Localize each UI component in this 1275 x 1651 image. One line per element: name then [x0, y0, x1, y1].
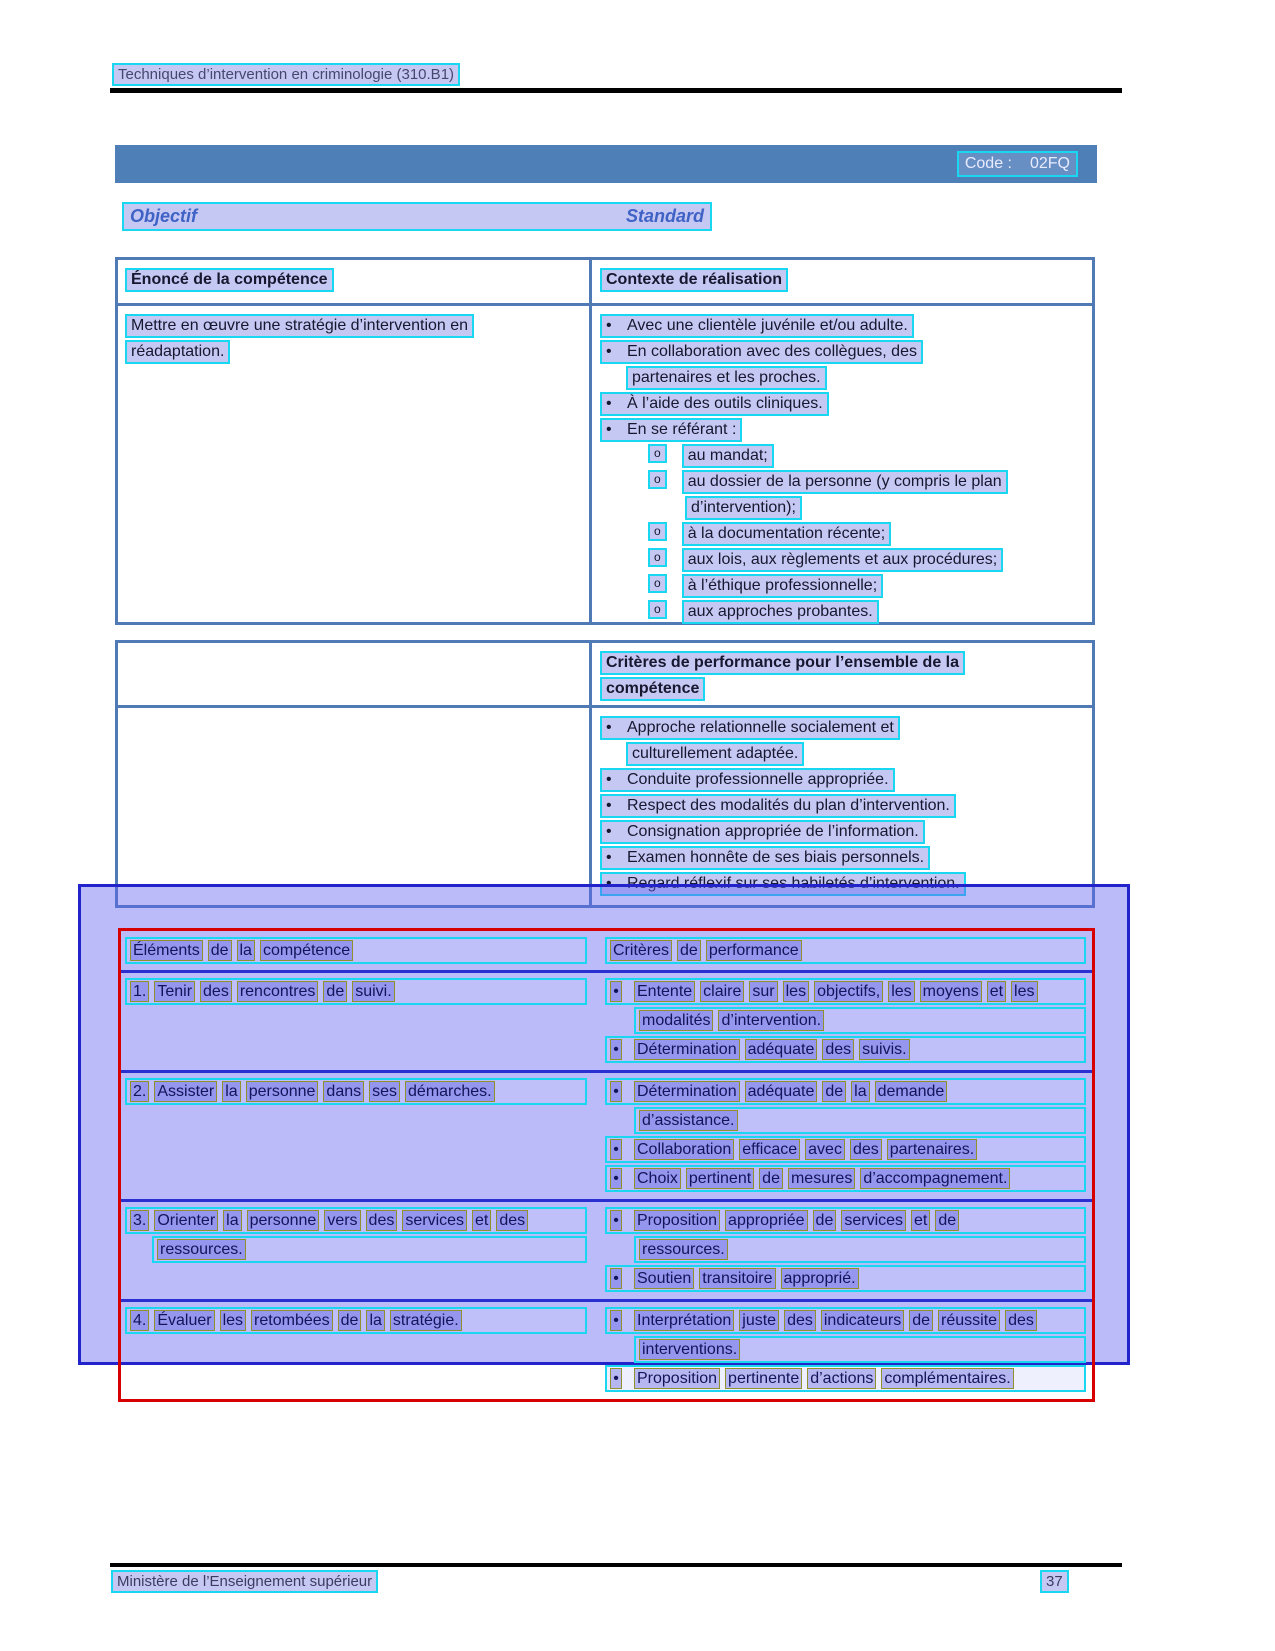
ocr-word-box: stratégie.: [390, 1310, 462, 1331]
ocr-word-box: adéquate: [745, 1081, 818, 1102]
ocr-word-box: Tenir: [154, 981, 195, 1002]
ocr-word-box: pertinent: [686, 1168, 754, 1189]
ocr-line-box: [125, 937, 587, 964]
ocr-word-box: avec: [805, 1139, 845, 1160]
bullet-line: [600, 716, 1088, 740]
ocr-word-box: 2.: [130, 1081, 149, 1102]
ocr-word-box: les: [1011, 981, 1037, 1002]
contexte-bullet-list: [600, 314, 1088, 624]
highlight-box: • Consignation appropriée de l’information.: [600, 820, 925, 844]
enonce-text: [125, 314, 583, 364]
highlight-box: • Regard réflexif sur ses habiletés d’intervention.: [600, 872, 966, 896]
ocr-word-box: moyens: [920, 981, 982, 1002]
code-label: Code :: [964, 155, 1012, 172]
bullet-line: [600, 418, 1088, 442]
ocr-word-box: adéquate: [745, 1039, 818, 1060]
element-cell: [121, 978, 597, 1065]
criteria-body-empty-cell: [118, 708, 592, 905]
ocr-word-box: d’actions: [807, 1368, 876, 1389]
ocr-word-box: la: [222, 1081, 240, 1102]
bullet-marker: •: [610, 1039, 622, 1060]
highlight-box: d’intervention);: [685, 496, 802, 520]
ocr-line-box: [605, 1165, 1086, 1192]
bullet-line: [648, 548, 1088, 572]
bullet-marker: •: [610, 1268, 622, 1289]
criteria-table: [115, 640, 1095, 908]
bullet-marker: •: [606, 719, 612, 736]
ocr-line-box: [605, 1207, 1086, 1234]
ocr-word-box: Détermination: [634, 1081, 740, 1102]
code-badge: [957, 151, 1078, 177]
highlight-box: à l’éthique professionnelle;: [682, 574, 883, 598]
ocr-word-box: de: [208, 940, 232, 961]
competence-table-body-row: [118, 306, 1092, 622]
ocr-word-box: retombées: [251, 1310, 333, 1331]
bullet-marker: •: [606, 797, 612, 814]
ocr-line-box: [634, 1236, 1086, 1263]
ocr-word-box: d’assistance.: [639, 1110, 738, 1131]
ocr-word-box: Orienter: [154, 1210, 218, 1231]
criteria-table-header-row: [118, 643, 1092, 708]
highlight-box: au mandat;: [682, 444, 774, 468]
ocr-word-box: Assister: [154, 1081, 217, 1102]
performance-col-header-cell: [597, 937, 1092, 966]
bullet-line: [648, 574, 1088, 598]
bullet-marker: •: [606, 875, 612, 892]
highlight-box: • En se référant :: [600, 418, 742, 442]
criteria-cell: [597, 978, 1092, 1065]
ocr-word-box: complémentaires.: [881, 1368, 1013, 1389]
code-banner: [115, 145, 1097, 183]
criteria-table-body-row: [118, 708, 1092, 905]
ocr-line-box: [605, 937, 1086, 964]
ocr-word-box: de: [759, 1168, 783, 1189]
ocr-word-box: des: [850, 1139, 882, 1160]
elements-table-row: [121, 1299, 1092, 1399]
ocr-word-box: de: [822, 1081, 846, 1102]
sub-bullet-marker: o: [648, 548, 667, 567]
ocr-word-box: d’intervention.: [718, 1010, 824, 1031]
header-rule: [110, 88, 1122, 93]
bullet-line: [648, 600, 1088, 624]
criteria-bullet-list: [600, 716, 1088, 896]
bullet-line: [648, 470, 1088, 494]
ocr-line-box: [634, 1336, 1086, 1363]
contexte-cell: [592, 306, 1092, 622]
ocr-line-box: [152, 1236, 587, 1263]
criteria-cell: [597, 1207, 1092, 1294]
footer-page-number: 37: [1040, 1570, 1069, 1593]
highlight-box: culturellement adaptée.: [626, 742, 804, 766]
text-line: [125, 340, 583, 364]
ocr-word-box: et: [472, 1210, 491, 1231]
highlight-box: • Conduite professionnelle appropriée.: [600, 768, 895, 792]
elements-table-row: [121, 1070, 1092, 1199]
ocr-line-box: [634, 1007, 1086, 1034]
ocr-word-box: des: [784, 1310, 816, 1331]
bullet-line: [626, 742, 1088, 766]
ocr-word-box: partenaires.: [887, 1139, 978, 1160]
ocr-word-box: Détermination: [634, 1039, 740, 1060]
bullet-marker: •: [606, 771, 612, 788]
bullet-line: [626, 366, 1088, 390]
doc-header-title: Techniques d’intervention en criminologie (310.B1): [112, 63, 460, 86]
ocr-line-box: [125, 1307, 587, 1334]
competence-table: [115, 257, 1095, 625]
ocr-line-box: [605, 1365, 1086, 1392]
bullet-line: [600, 846, 1088, 870]
bullet-line: [600, 392, 1088, 416]
elements-col-header: [125, 937, 587, 964]
bullet-marker: •: [606, 395, 612, 412]
ocr-word-box: de: [677, 940, 701, 961]
ocr-word-box: de: [813, 1210, 837, 1231]
enonce-cell: [118, 306, 592, 622]
ocr-word-box: et: [987, 981, 1006, 1002]
ocr-word-box: objectifs,: [814, 981, 883, 1002]
ocr-line-box: [125, 978, 587, 1005]
ocr-word-box: appropriée: [725, 1210, 808, 1231]
sub-bullet-marker: o: [648, 444, 667, 463]
ocr-word-box: suivi.: [352, 981, 394, 1002]
bullet-line: [600, 794, 1088, 818]
bullet-marker: •: [606, 849, 612, 866]
elements-col-header-cell: [121, 937, 597, 966]
highlight-box: partenaires et les proches.: [626, 366, 827, 390]
ocr-word-box: efficace: [739, 1139, 800, 1160]
bullet-marker: •: [606, 823, 612, 840]
ocr-word-box: pertinente: [725, 1368, 802, 1389]
ocr-word-box: Soutien: [634, 1268, 694, 1289]
ocr-line-box: [605, 1265, 1086, 1292]
bullet-line: [648, 444, 1088, 468]
highlight-box: Critères de performance pour l’ensemble de la: [600, 651, 965, 675]
ocr-word-box: personne: [247, 1210, 320, 1231]
highlight-box: réadaptation.: [125, 340, 230, 364]
ocr-line-box: [605, 1136, 1086, 1163]
ocr-word-box: juste: [739, 1310, 779, 1331]
elements-table-row: [121, 970, 1092, 1070]
ocr-word-box: la: [851, 1081, 869, 1102]
highlight-box: aux approches probantes.: [682, 600, 879, 624]
ocr-word-box: services: [841, 1210, 906, 1231]
ocr-word-box: rencontres: [237, 981, 319, 1002]
ocr-word-box: des: [1005, 1310, 1037, 1331]
ocr-line-box: [605, 978, 1086, 1005]
ocr-word-box: demande: [875, 1081, 948, 1102]
ocr-word-box: sur: [749, 981, 777, 1002]
ocr-word-box: claire: [700, 981, 744, 1002]
ocr-word-box: 1.: [130, 981, 149, 1002]
ocr-line-box: [605, 1307, 1086, 1334]
ocr-word-box: Collaboration: [634, 1139, 734, 1160]
ocr-word-box: Évaluer: [154, 1310, 214, 1331]
element-cell: [121, 1307, 597, 1394]
ocr-word-box: la: [366, 1310, 384, 1331]
ocr-word-box: transitoire: [699, 1268, 775, 1289]
ocr-word-box: modalités: [639, 1010, 713, 1031]
contexte-header-cell: [592, 260, 1092, 303]
performance-col-header: [605, 937, 1086, 964]
bullet-line: [600, 314, 1088, 338]
ocr-word-box: la: [237, 940, 255, 961]
criteria-cell: [597, 1078, 1092, 1194]
sub-bullet-marker: o: [648, 574, 667, 593]
highlight-box: • Avec une clientèle juvénile et/ou adulte.: [600, 314, 914, 338]
ocr-word-box: Proposition: [634, 1368, 720, 1389]
sub-bullet-marker: o: [648, 600, 667, 619]
ocr-word-box: et: [911, 1210, 930, 1231]
ocr-word-box: Interprétation: [634, 1310, 734, 1331]
ocr-word-box: ressources.: [157, 1239, 246, 1260]
elements-table-header-row: [121, 931, 1092, 970]
ocr-word-box: des: [496, 1210, 528, 1231]
highlight-box: • Respect des modalités du plan d’intervention.: [600, 794, 956, 818]
bullet-marker: •: [610, 1168, 622, 1189]
ocr-word-box: de: [338, 1310, 362, 1331]
bullet-marker: •: [606, 343, 612, 360]
criteria-header-empty-cell: [118, 643, 592, 705]
highlight-box: • À l’aide des outils cliniques.: [600, 392, 829, 416]
ocr-word-box: des: [822, 1039, 854, 1060]
bullet-line: [600, 340, 1088, 364]
criteria-header-cell: [592, 643, 1092, 705]
bullet-line: [600, 820, 1088, 844]
ocr-word-box: suivis.: [859, 1039, 909, 1060]
bullet-marker: •: [610, 981, 622, 1002]
ocr-line-box: [634, 1107, 1086, 1134]
elements-table: [118, 928, 1095, 1402]
sub-bullet-marker: o: [648, 522, 667, 541]
ocr-word-box: des: [200, 981, 232, 1002]
bullet-marker: •: [610, 1081, 622, 1102]
ocr-line-box: [605, 1078, 1086, 1105]
highlight-box: compétence: [600, 677, 705, 701]
ocr-word-box: Critères: [610, 940, 672, 961]
criteria-header-text: [600, 651, 1088, 701]
section-heading-row: [122, 202, 712, 231]
sub-bullet-marker: o: [648, 470, 667, 489]
bullet-marker: •: [610, 1310, 622, 1331]
bullet-marker: •: [610, 1210, 622, 1231]
bullet-marker: •: [610, 1139, 622, 1160]
ocr-word-box: les: [888, 981, 914, 1002]
ocr-word-box: les: [220, 1310, 246, 1331]
ocr-word-box: performance: [706, 940, 802, 961]
ocr-word-box: Éléments: [130, 940, 203, 961]
highlight-box: • Approche relationnelle socialement et: [600, 716, 900, 740]
text-line: [125, 314, 583, 338]
highlight-box: Mettre en œuvre une stratégie d’intervention en: [125, 314, 474, 338]
ocr-word-box: interventions.: [639, 1339, 740, 1360]
bullet-marker: •: [606, 317, 612, 334]
ocr-word-box: 4.: [130, 1310, 149, 1331]
bullet-line: [685, 496, 1088, 520]
criteria-cell: [592, 708, 1092, 905]
bullet-marker: •: [610, 1368, 622, 1389]
ocr-line-box: [125, 1207, 587, 1234]
objectif-heading: Objectif: [130, 206, 198, 226]
element-cell: [121, 1207, 597, 1294]
ocr-word-box: mesures: [788, 1168, 855, 1189]
ocr-word-box: Entente: [634, 981, 695, 1002]
ocr-line-box: [125, 1078, 587, 1105]
highlight-box: aux lois, aux règlements et aux procédures;: [682, 548, 1004, 572]
ocr-word-box: compétence: [260, 940, 353, 961]
ocr-word-box: ressources.: [639, 1239, 728, 1260]
elements-table-rows: [121, 970, 1092, 1399]
highlight-box: • En collaboration avec des collègues, des: [600, 340, 923, 364]
footer-ministry-label: Ministère de l’Enseignement supérieur: [111, 1570, 378, 1593]
enonce-header-cell: [118, 260, 592, 303]
ocr-word-box: approprié.: [781, 1268, 859, 1289]
ocr-word-box: Proposition: [634, 1210, 720, 1231]
ocr-word-box: d’accompagnement.: [860, 1168, 1010, 1189]
bullet-line: [600, 768, 1088, 792]
ocr-line-box: [605, 1036, 1086, 1063]
ocr-word-box: dans: [323, 1081, 364, 1102]
element-cell: [121, 1078, 597, 1194]
ocr-word-box: ses: [369, 1081, 400, 1102]
ocr-word-box: personne: [246, 1081, 319, 1102]
text-line: [600, 651, 1088, 675]
highlight-box: au dossier de la personne (y compris le plan: [682, 470, 1008, 494]
contexte-header-label: Contexte de réalisation: [600, 268, 788, 292]
bullet-line: [600, 872, 1088, 896]
ocr-word-box: la: [223, 1210, 241, 1231]
enonce-header-label: Énoncé de la compétence: [125, 268, 334, 292]
ocr-word-box: de: [323, 981, 347, 1002]
ocr-word-box: des: [366, 1210, 398, 1231]
ocr-word-box: services: [402, 1210, 467, 1231]
standard-heading: Standard: [625, 206, 704, 226]
ocr-word-box: de: [909, 1310, 933, 1331]
ocr-word-box: 3.: [130, 1210, 149, 1231]
ocr-word-box: Choix: [634, 1168, 681, 1189]
criteria-cell: [597, 1307, 1092, 1394]
competence-table-header-row: [118, 260, 1092, 306]
code-value: 02FQ: [1029, 155, 1070, 172]
highlight-box: • Examen honnête de ses biais personnels.: [600, 846, 930, 870]
bullet-marker: •: [606, 421, 612, 438]
ocr-word-box: les: [783, 981, 809, 1002]
bullet-line: [648, 522, 1088, 546]
ocr-word-box: réussite: [938, 1310, 1000, 1331]
elements-table-row: [121, 1199, 1092, 1299]
ocr-word-box: de: [935, 1210, 959, 1231]
highlight-box: à la documentation récente;: [682, 522, 891, 546]
ocr-word-box: indicateurs: [821, 1310, 904, 1331]
ocr-word-box: vers: [324, 1210, 360, 1231]
ocr-word-box: démarches.: [405, 1081, 495, 1102]
footer-rule: [110, 1563, 1122, 1567]
text-line: [600, 677, 1088, 701]
